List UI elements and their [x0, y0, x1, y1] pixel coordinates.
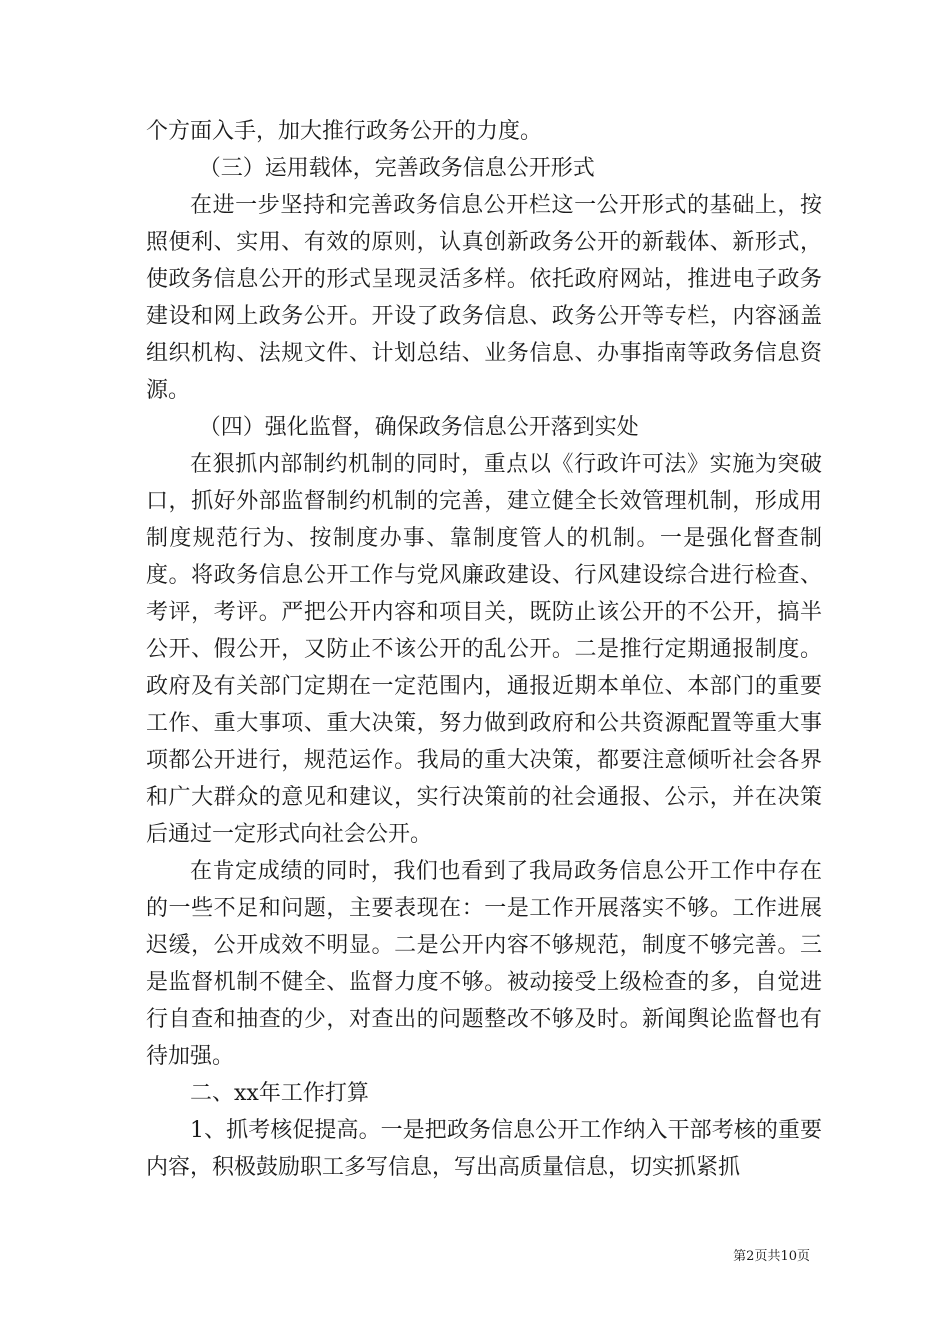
paragraph-plan-1: 1、抓考核促提高。一是把政务信息公开工作纳入干部考核的重要内容，积极鼓励职工多写信息，写出高质量信息，切实抓紧抓: [146, 1118, 822, 1180]
section-heading-4: （四）强化监督，确保政务信息公开落到实处: [198, 415, 639, 440]
paragraph-continuation: 个方面入手，加大推行政务公开的力度。: [146, 119, 543, 144]
page-number: 第2页共10页: [733, 1249, 810, 1264]
paragraph-supervision: 在狠抓内部制约机制的同时，重点以《行政许可法》实施为突破口，抓好外部监督制约机制的完善，建立健全长效管理机制，形成用制度规范行为、按制度办事、靠制度管人的机制。一是强化督查制度。将政务信息公开工作与党风廉政建设、行风建设综合进行检查、考评，考评。严把公开内容和项目关，既防止该公开的不公开，搞半公开、假公开，又防止不该公开的乱公开。二是推行定期通报制度。政府及有关部门定期在一定范围内，通报近期本单位、本部门的重要工作、重大事项、重大决策，努力做到政府和公共资源配置等重大事项都公开进行，规范运作。我局的重大决策，都要注意倾听社会各界和广大群众的意见和建议，实行决策前的社会通报、公示，并在决策后通过一定形式向社会公开。: [146, 452, 822, 847]
section-heading-plan: 二、xx年工作打算: [190, 1081, 369, 1106]
document-body: [146, 113, 822, 1186]
paragraph-carrier: 在进一步坚持和完善政务信息公开栏这一公开形式的基础上，按照便利、实用、有效的原则，认真创新政务公开的新载体、新形式，使政务信息公开的形式呈现灵活多样。依托政府网站，推进电子政务建设和网上政务公开。开设了政务信息、政务公开等专栏，内容涵盖组织机构、法规文件、计划总结、业务信息、办事指南等政务信息资源。: [146, 193, 822, 403]
paragraph-problems: 在肯定成绩的同时，我们也看到了我局政务信息公开工作中存在的一些不足和问题，主要表现在：一是工作开展落实不够。工作进展迟缓，公开成效不明显。二是公开内容不够规范，制度不够完善。三是监督机制不健全、监督力度不够。被动接受上级检查的多，自觉进行自查和抽查的少，对查出的问题整改不够及时。新闻舆论监督也有待加强。: [146, 859, 822, 1069]
section-heading-3: （三）运用载体，完善政务信息公开形式: [198, 156, 595, 181]
